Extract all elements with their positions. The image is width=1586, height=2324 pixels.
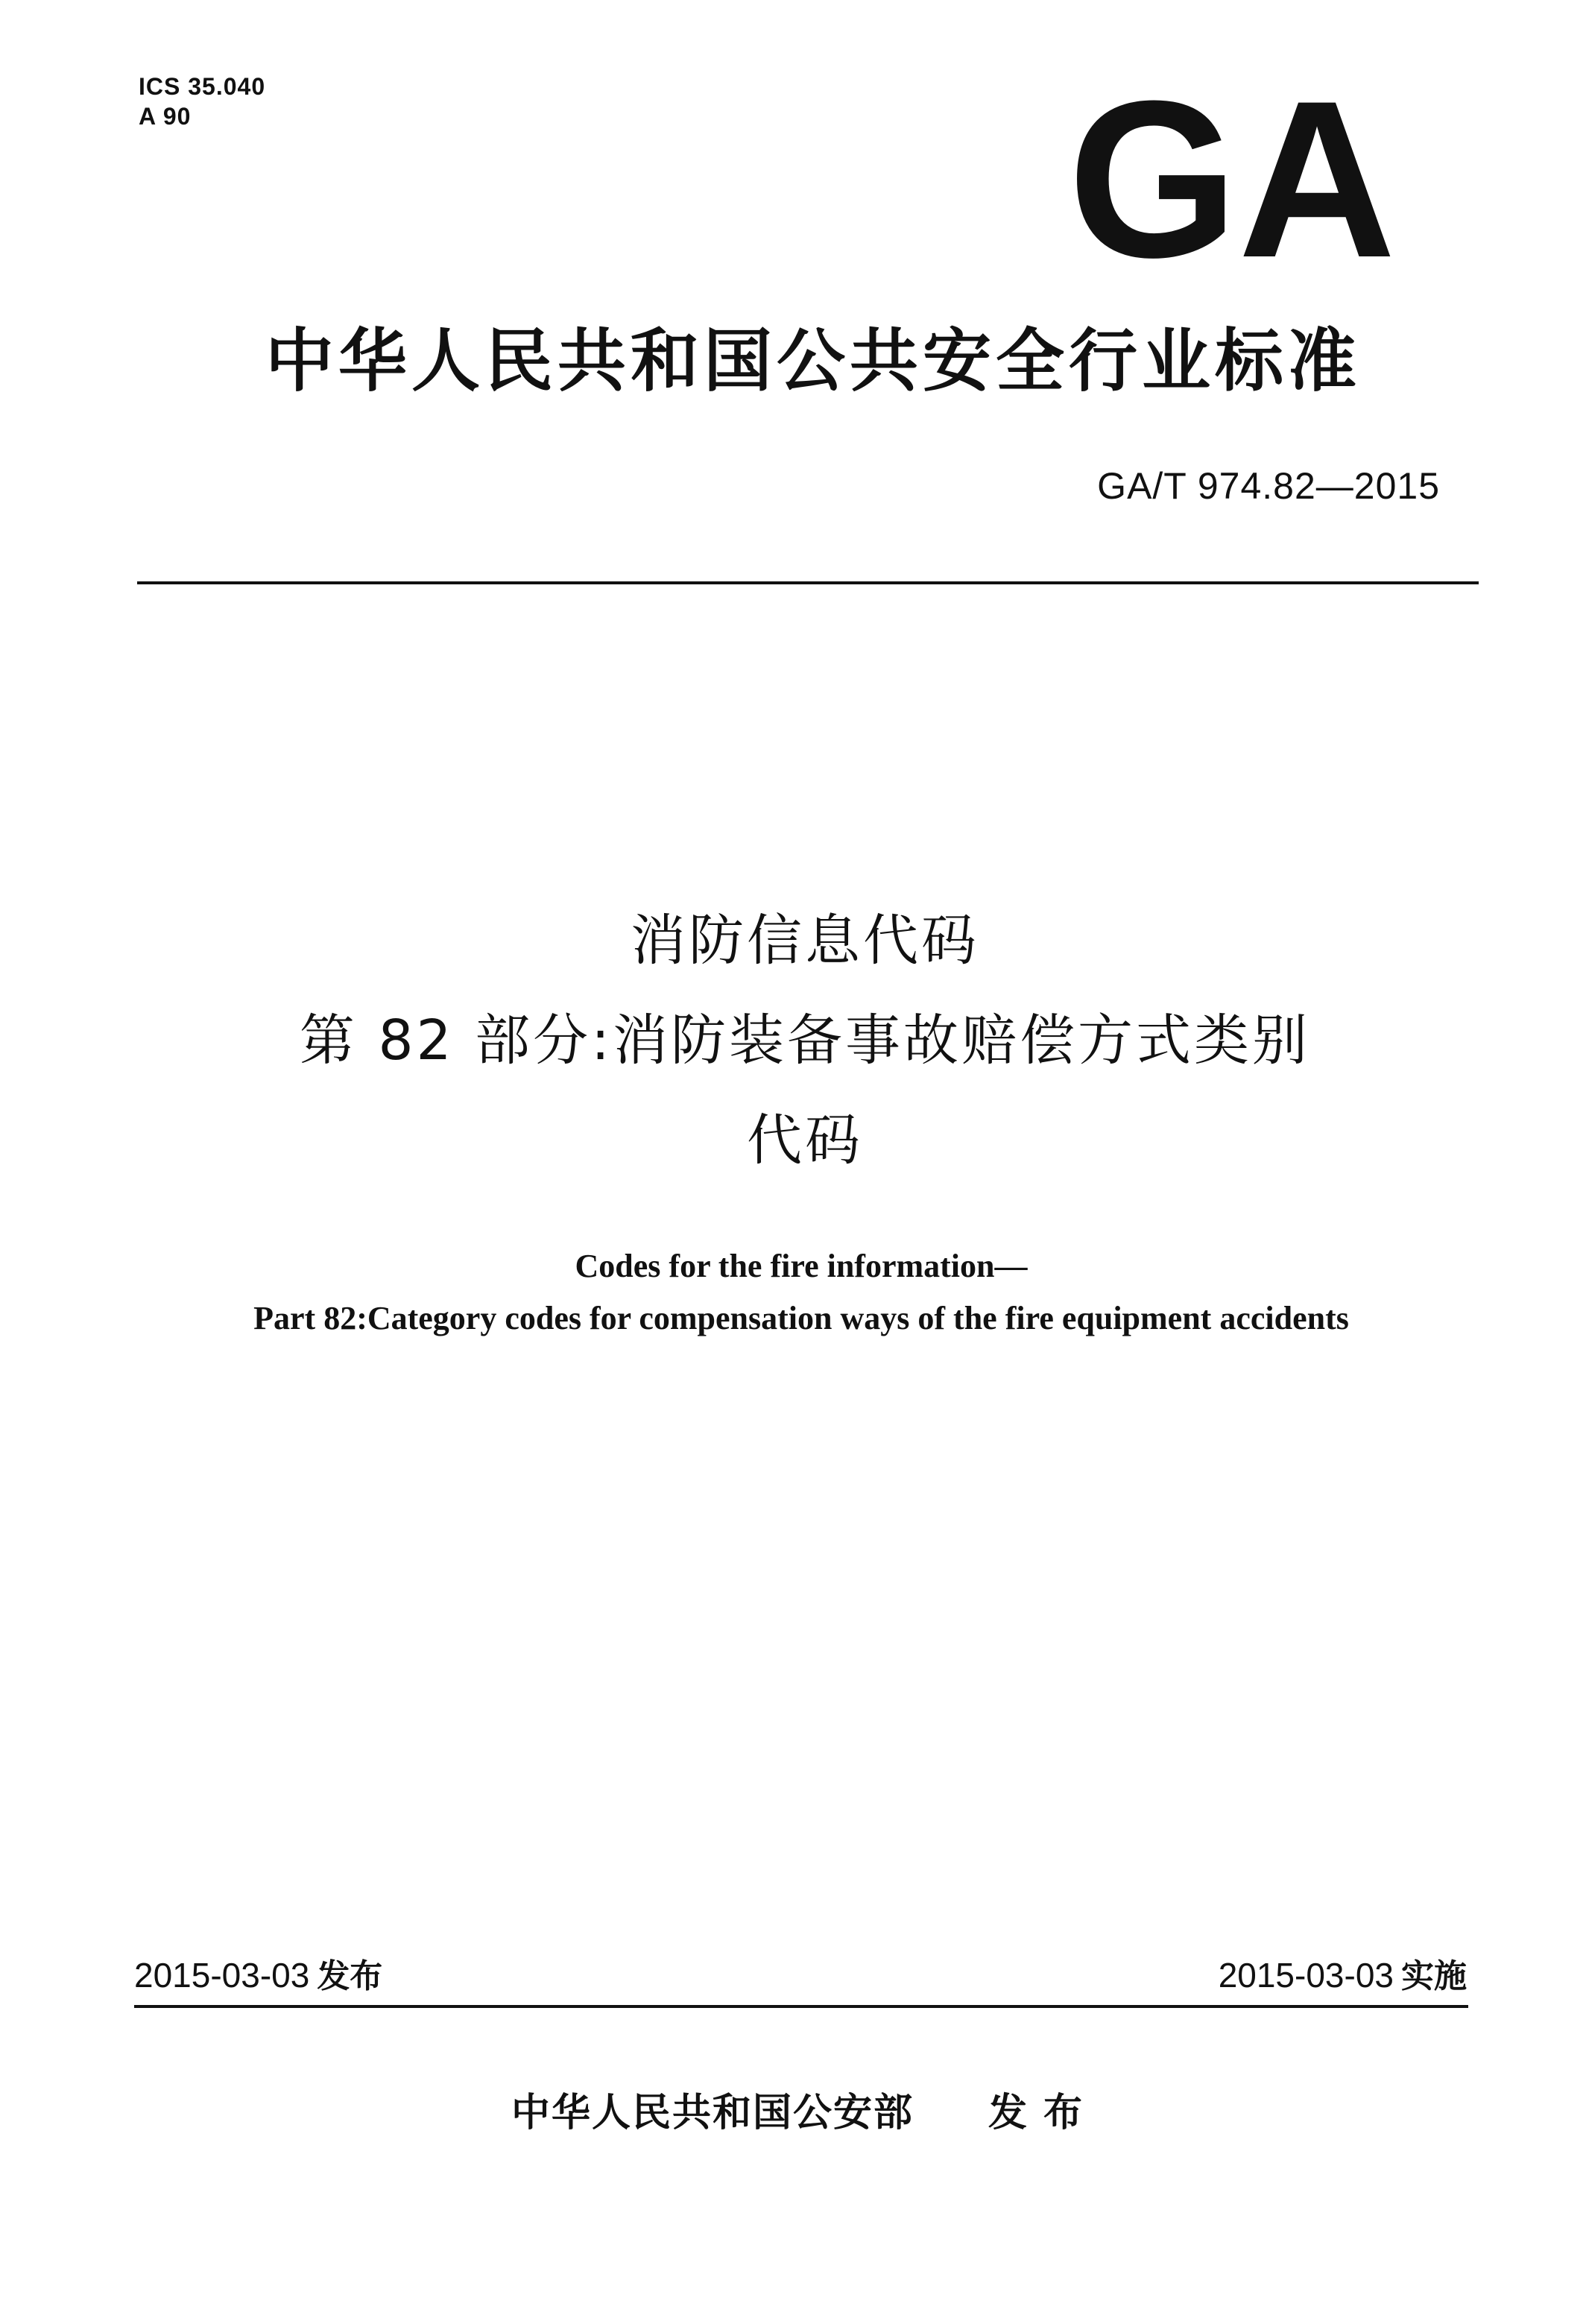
header-divider bbox=[137, 581, 1479, 584]
publisher-block bbox=[134, 2087, 1476, 2139]
english-title-line-2: Part 82:Category codes for compensation ways of the fire equipment accidents bbox=[253, 1300, 1349, 1336]
english-title bbox=[134, 1240, 1468, 1345]
chinese-title-line-2: 第 82 部分:消防装备事故赔偿方式类别 bbox=[299, 1008, 1311, 1073]
implement-label: 实施 bbox=[1401, 1957, 1467, 1995]
chinese-title-line-3: 代码 bbox=[747, 1108, 863, 1172]
issue-date-block bbox=[134, 1953, 382, 1999]
ccs-code: A 90 bbox=[139, 103, 192, 130]
ga-logo bbox=[1066, 89, 1398, 262]
implement-date: 2015-03-03 bbox=[1218, 1956, 1394, 1995]
issue-date: 2015-03-03 bbox=[134, 1956, 310, 1995]
ics-code: ICS 35.040 bbox=[139, 73, 266, 100]
standard-number: GA/T 974.82—2015 bbox=[1097, 465, 1440, 507]
implement-date-block bbox=[1219, 1953, 1467, 1999]
chinese-title bbox=[134, 891, 1476, 1190]
standard-type-heading: 中华人民共和国公共安全行业标准 bbox=[265, 321, 1361, 401]
chinese-title-line-1: 消防信息代码 bbox=[631, 909, 979, 973]
publisher-action: 发布 bbox=[988, 2091, 1099, 2135]
publisher-name: 中华人民共和国公安部 bbox=[511, 2091, 914, 2135]
footer-divider bbox=[134, 2005, 1468, 2008]
issue-label: 发布 bbox=[317, 1957, 383, 1995]
ga-logo-text: GA bbox=[1068, 89, 1396, 262]
classification-block bbox=[139, 72, 265, 131]
english-title-line-1: Codes for the fire information— bbox=[575, 1248, 1028, 1284]
